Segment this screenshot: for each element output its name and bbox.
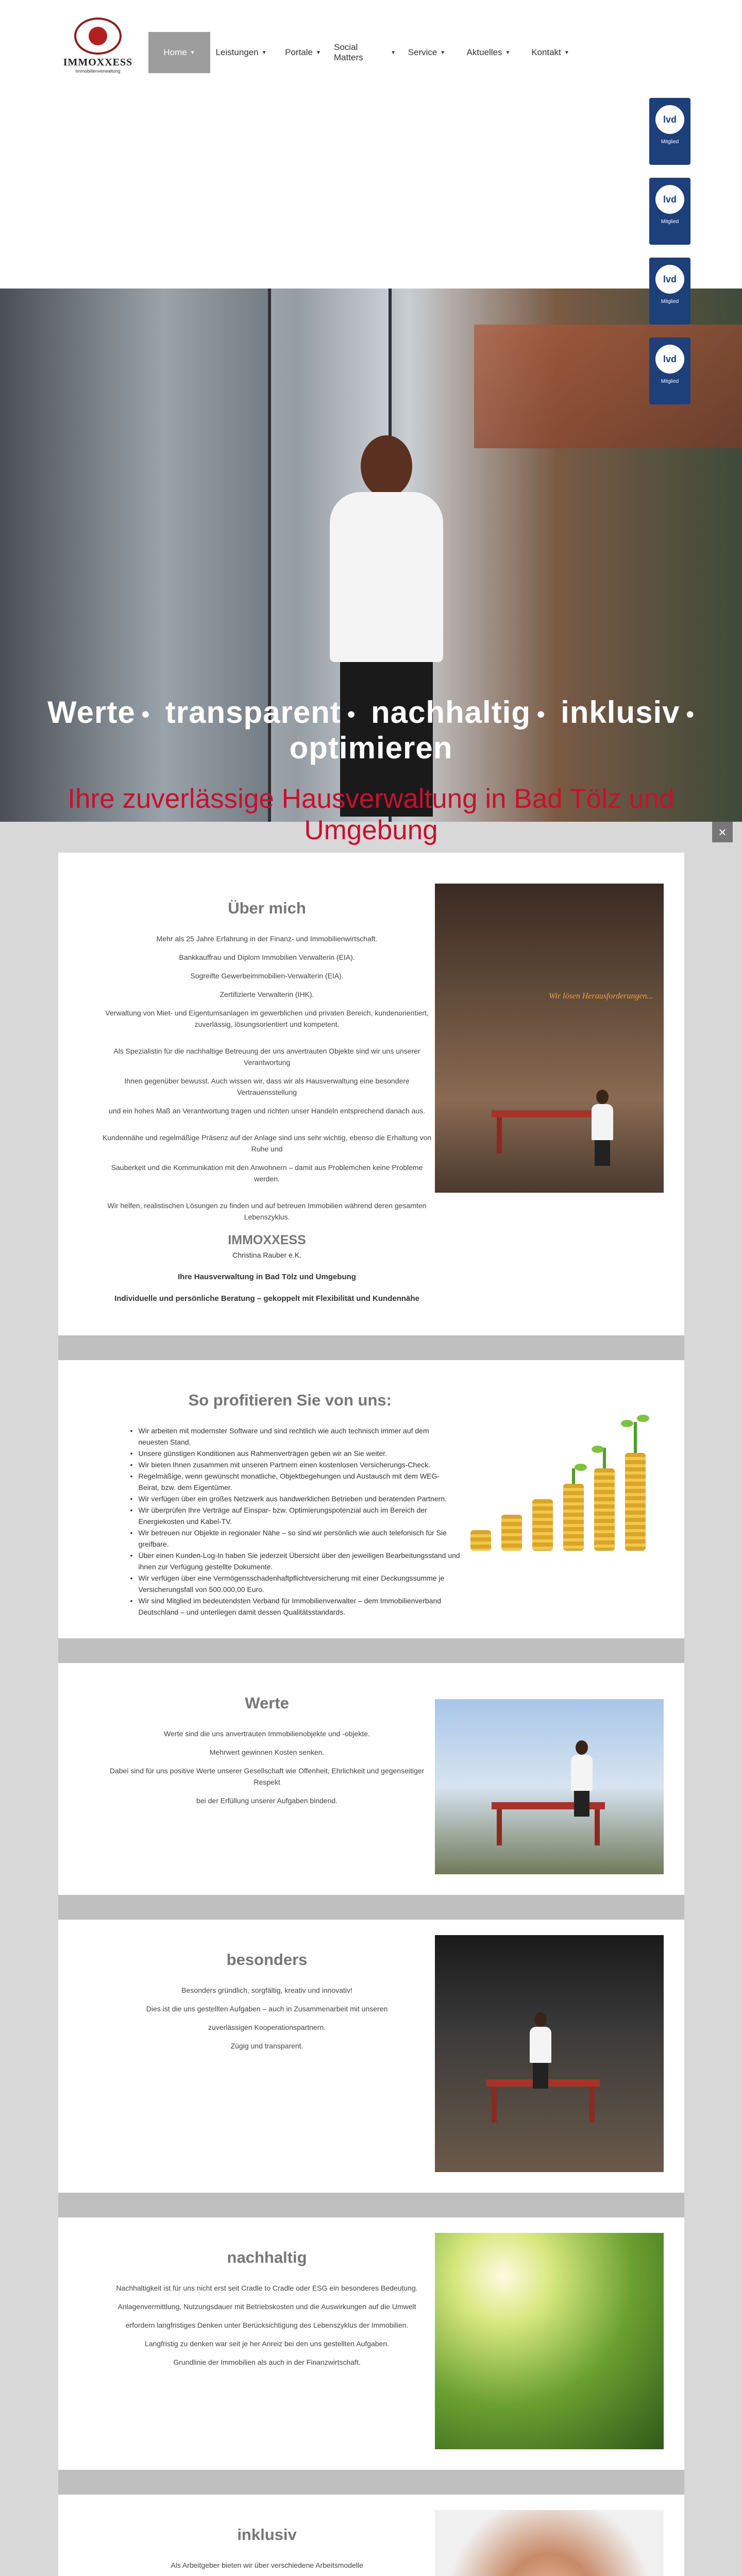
badge-text: Mitglied <box>661 379 679 384</box>
werte-line: Werte sind die uns anvertrauten Immobilienobjekte und -objekte. <box>164 1730 370 1738</box>
hero-tagline: Ihre zuverlässige Hausverwaltung in Bad Tölz und Umgebung <box>68 784 674 845</box>
benefits-list <box>120 1425 461 1618</box>
hero-value: transparent <box>165 695 341 730</box>
logo-mark-icon <box>74 18 122 55</box>
inklusiv-image <box>435 2510 664 2576</box>
ivd-logo-icon: lvd <box>655 185 684 214</box>
list-item: • Wir betreuen nur Objekte in regionaler Nähe – so sind wir persönlich wie auch telefonisch für Sie greifbare. <box>130 1527 461 1550</box>
nav-label: Home <box>163 47 187 57</box>
ivd-logo-icon: lvd <box>655 345 684 374</box>
list-item: • Wir arbeiten mit modernster Software und sind rechtlich wie auch technisch immer auf dem neuesten Stand. <box>130 1425 461 1448</box>
besonders-line: Dies ist die uns gestellten Aufgaben – auch in Zusammenarbeit mit unseren <box>146 2005 388 2013</box>
nav-item-portale[interactable] <box>272 32 334 73</box>
about-line: Als Spezialistin für die nachhaltige Betreuung der uns anvertrauten Objekte sind wir uns unserer Verantwortung <box>113 1047 420 1066</box>
logo-name: IMMOXXESS <box>63 57 133 68</box>
about-line: Zertifizierte Verwalterin (IHK). <box>220 990 314 998</box>
werte-image <box>435 1699 664 1874</box>
section-divider <box>58 1895 684 1920</box>
hero-value: inklusiv <box>561 695 680 730</box>
site-header <box>0 0 742 384</box>
nachhaltig-image <box>435 2233 664 2449</box>
inklusiv-section <box>79 2495 664 2576</box>
badge-text: Mitglied <box>661 219 679 225</box>
logo[interactable] <box>59 18 137 74</box>
nav-label: Social Matters <box>334 42 363 62</box>
section-divider <box>58 1335 684 1360</box>
about-line: Verwaltung von Miet- und Eigentumsanlagen im gewerblichen und privaten Bereich, kundenorientiert, zuverlässig, lösungsorientiert und kompetent. <box>105 1009 429 1028</box>
ivd-badge[interactable] <box>649 178 690 245</box>
nav-item-kontakt[interactable] <box>519 32 581 73</box>
chevron-down-icon: ▼ <box>505 49 511 56</box>
about-title: Über mich <box>228 899 306 917</box>
hero-value: nachhaltig <box>370 695 531 730</box>
benefits-title: So profitieren Sie von uns: <box>188 1391 392 1409</box>
hero-value: Werte <box>47 695 136 730</box>
nachhaltig-line: Grundlinie der Immobilien als auch in der Finanzwirtschaft. <box>173 2358 361 2366</box>
main-nav <box>148 32 581 73</box>
ivd-logo-icon: lvd <box>655 265 684 294</box>
about-line: Mehr als 25 Jahre Erfahrung in der Finanz- und Immobilienwirtschaft. <box>156 935 378 943</box>
ivd-logo-icon: lvd <box>655 105 684 134</box>
ivd-badge[interactable] <box>649 258 690 325</box>
list-item: • Wir verfügen über ein großes Netzwerk aus handwerklichen Betrieben und beratenden Partnern. <box>130 1493 461 1504</box>
about-line: Bankkauffrau und Diplom Immobilien Verwalterin (EIA). <box>179 953 355 961</box>
about-image-caption: Wir lösen Herausforderungen... <box>548 992 653 1001</box>
main-content <box>0 822 742 2576</box>
list-item: • Wir sind Mitglied im bedeutendsten Verband für Immobilienverwalter – dem Immobilienverband Deutschland – und unterliegen damit dessen Qualitätsstandards. <box>130 1595 461 1618</box>
hero-roof <box>474 325 742 448</box>
person-figure <box>589 1090 615 1162</box>
hero-banner <box>0 289 742 845</box>
nav-label: Aktuelles <box>466 47 502 57</box>
benefits-section <box>79 1360 664 1638</box>
werte-line: Mehrwert gewinnen Kosten senken. <box>209 1748 325 1756</box>
section-divider <box>58 1638 684 1663</box>
logo-subtitle: Immobilienverwaltung <box>75 69 121 74</box>
about-image <box>435 884 664 1193</box>
besonders-image <box>435 1935 664 2172</box>
badge-text: Mitglied <box>661 299 679 304</box>
nav-item-social-matters[interactable] <box>334 32 396 73</box>
besonders-line: Besonders gründlich, sorgfältig, kreativ und innovativ! <box>181 1986 352 1994</box>
desk <box>492 1110 605 1117</box>
list-item: • Wir verfügen über eine Vermögensschadenhaftpflichtversicherung mit einer Deckungssumme je Versicherungsfall von 500.000,00 Euro. <box>130 1572 461 1595</box>
nav-item-service[interactable] <box>396 32 458 73</box>
besonders-section <box>79 1920 664 2193</box>
about-highlight: Individuelle und persönliche Beratung – gekoppelt mit Flexibilität und Kundennähe <box>114 1294 419 1303</box>
list-item: • Regelmäßige, wenn gewünscht monatliche, Objektbegehungen und Austausch mit dem WEG-Beirat, bzw. dem Eigentümer. <box>130 1470 461 1493</box>
nav-label: Portale <box>285 47 313 57</box>
inklusiv-line: Als Arbeitgeber bieten wir über verschiedene Arbeitsmodelle <box>171 2561 363 2569</box>
about-line: Wir helfen, realistischen Lösungen zu finden und auf betreuen Immobilien während deren gesamten Lebenszyklus. <box>107 1201 427 1221</box>
chevron-down-icon: ▼ <box>315 49 321 56</box>
badge-text: Mitglied <box>661 139 679 145</box>
nav-label: Leistungen <box>215 47 259 57</box>
nachhaltig-line: Anlagenvermittlung, Nutzungsdauer mit Betriebskosten und die Auswirkungen auf die Umwelt <box>117 2302 416 2311</box>
besonders-title: besonders <box>226 1951 308 1969</box>
nav-item-aktuelles[interactable] <box>458 32 519 73</box>
hero-value: optimieren <box>289 731 453 765</box>
nav-label: Kontakt <box>531 47 561 57</box>
chevron-down-icon: ▼ <box>261 49 267 56</box>
about-line: und ein hohes Maß an Verantwortung tragen und richten unser Handeln entsprechend danach aus. <box>108 1107 426 1115</box>
about-highlight: Ihre Hausverwaltung in Bad Tölz und Umgebung <box>178 1273 356 1281</box>
about-line: Sogreifte Gewerbeimmobilien-Verwalterin (EIA). <box>190 972 344 980</box>
chevron-down-icon: ▼ <box>564 49 569 56</box>
about-line: Sauberkeit und die Kommunikation mit den Anwohnern – damit aus Problemchen keine Probleme werden. <box>111 1163 423 1183</box>
list-item: • Wir bieten Ihnen zusammen mit unseren Partnern einen kostenlosen Versicherungs-Check. <box>130 1459 461 1470</box>
nachhaltig-line: erfordern langfristiges Denken unter Berücksichtigung des Lebenszyklus der Immobilien. <box>125 2321 409 2329</box>
hero-values: Werte • transparent • nachhaltig • inklusiv • optimieren <box>47 695 695 765</box>
about-line: Ihnen gegenüber bewusst. Auch wissen wir, dass wir als Hausverwaltung eine besondere Vertrauensstellung <box>124 1077 410 1096</box>
list-item: • Über einen Kunden-Log-In haben Sie jederzeit Übersicht über den jeweiligen Bearbeitungsstand und ihnen zur Verfügung gestellte Dokumente. <box>130 1550 461 1572</box>
brand-owner: Christina Rauber e.K. <box>232 1251 301 1259</box>
chevron-down-icon: ▼ <box>440 49 446 56</box>
werte-title: Werte <box>245 1694 289 1712</box>
ivd-badge[interactable] <box>649 337 690 404</box>
list-item: • Unsere günstigen Konditionen aus Rahmenverträgen geben wir an Sie weiter. <box>130 1448 461 1459</box>
chevron-down-icon: ▼ <box>391 49 396 56</box>
membership-badges <box>649 98 690 417</box>
chevron-down-icon: ▼ <box>190 49 195 56</box>
nachhaltig-section <box>79 2217 664 2470</box>
inklusiv-title: inklusiv <box>237 2526 297 2544</box>
besonders-line: zuverlässigen Kooperationspartnern. <box>208 2023 326 2031</box>
nachhaltig-line: Nachhaltigkeit ist für uns nicht erst seit Cradle to Cradle oder ESG ein besonderes Bedeutung. <box>116 2284 418 2292</box>
brand-name: IMMOXXESS <box>228 1233 306 1247</box>
list-item: • Wir überprüfen Ihre Verträge auf Einspar- bzw. Optimierungspotenzial auch im Bereich der Energiekosten und Kabel-TV. <box>130 1504 461 1527</box>
about-line: Kundennähe und regelmäßige Präsenz auf der Anlage sind uns sehr wichtig, ebenso die Erhaltung von Ruhe und <box>102 1133 432 1153</box>
nachhaltig-title: nachhaltig <box>227 2248 307 2266</box>
content-card <box>58 853 684 2576</box>
about-section <box>79 868 664 1335</box>
werte-line: bei der Erfüllung unserer Aufgaben bindend. <box>196 1797 338 1805</box>
ivd-badge[interactable] <box>649 98 690 165</box>
close-icon[interactable]: × <box>712 822 733 842</box>
nav-label: Service <box>408 47 437 57</box>
nachhaltig-line: Langfristig zu denken war seit je her Anreiz bei den uns gestellten Aufgaben. <box>145 2340 390 2348</box>
besonders-line: Zügig und transparent. <box>230 2042 303 2050</box>
coins-growth-image <box>460 1412 663 1566</box>
nav-item-leistungen[interactable] <box>210 32 272 73</box>
section-divider <box>58 2470 684 2495</box>
werte-section <box>79 1663 664 1895</box>
werte-line: Dabei sind für uns positive Werte unserer Gesellschaft wie Offenheit, Ehrlichkeit und gegenseitiger Respekt <box>109 1767 425 1786</box>
section-divider <box>58 2193 684 2217</box>
nav-item-home[interactable] <box>148 32 210 73</box>
